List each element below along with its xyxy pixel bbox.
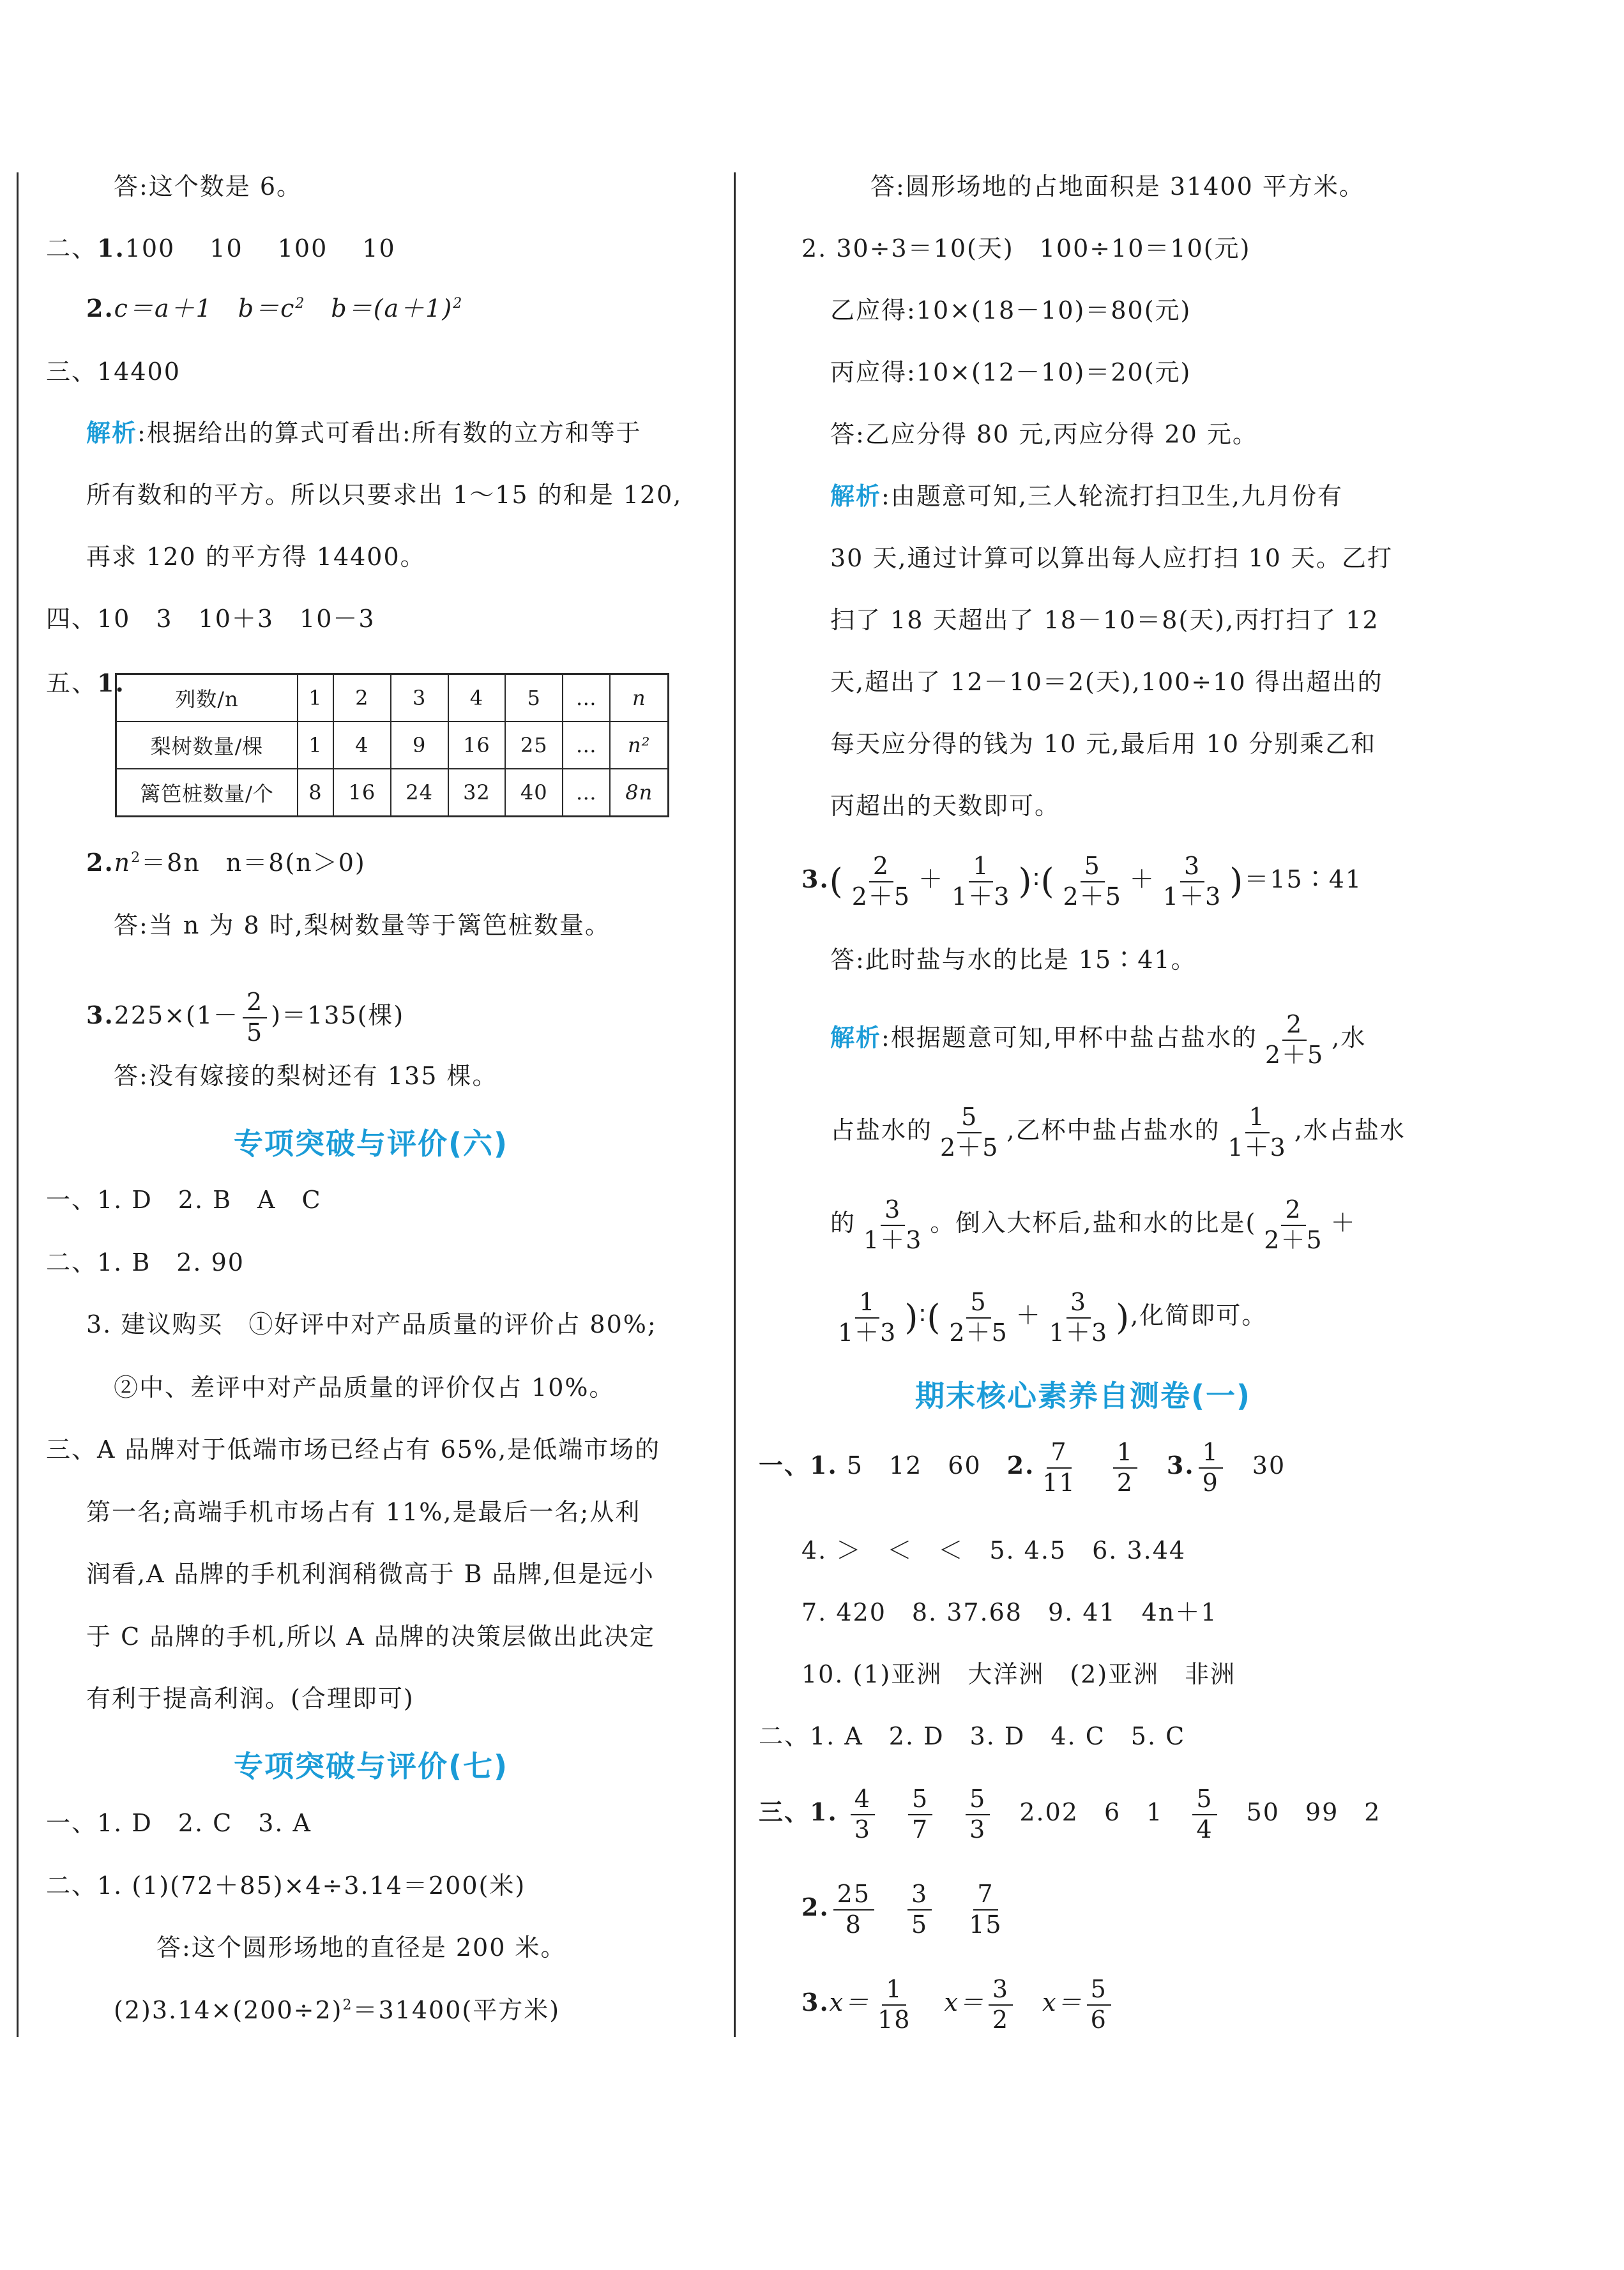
numerator: 2 (1282, 1012, 1307, 1041)
denominator: 1＋3 (952, 882, 1011, 911)
table-cell: 25 (505, 722, 563, 769)
analysis-line: 每天应分得的钱为 10 元,最后用 10 分别乘乙和 (830, 730, 1377, 758)
table-cell: 32 (448, 769, 506, 817)
analysis-text: ,水 (1332, 1024, 1367, 1052)
numerator: 5 (1087, 1977, 1111, 2006)
denominator: 3 (854, 1815, 871, 1843)
section-heading: 期末核心素养自测卷(一) (915, 1379, 1252, 1413)
item-number: 2. (86, 848, 114, 877)
answer-line (114, 1993, 560, 2027)
item-r3: 3.( $\frac{2}{2+5}$ ＋ $\frac{1}{1+3}$ )∶( $\frac{5}{2+5}$ ＋ $\frac{3}{1+3}$ )＝15∶41 (801, 851, 1363, 911)
numerator: 1 (969, 854, 993, 882)
numerator: 1 (1245, 1105, 1270, 1133)
answer-text: 2.02 6 1 (1019, 1798, 1164, 1826)
fraction (243, 987, 267, 1047)
numerator: 1 (1113, 1440, 1137, 1469)
answer-line: 答:此时盐与水的比是 15∶41。 (830, 946, 1197, 974)
table-cell: 24 (391, 769, 448, 817)
fraction (874, 1974, 914, 2034)
denominator: 2＋5 (949, 1318, 1008, 1347)
section-prefix: 二、 (46, 234, 98, 262)
denominator: 5 (247, 1018, 264, 1047)
analysis-line: 的 $\frac{3}{1+3}$ 。倒入大杯后,盐和水的比是( $\frac{2}{2+5}$ ＋ (830, 1195, 1356, 1254)
analysis-text: ,水占盐水 (1294, 1116, 1406, 1144)
answer-line (759, 1430, 1286, 1501)
fraction (1159, 851, 1226, 911)
analysis-line: 所有数和的平方。所以只要求出 1～15 的和是 120, (86, 481, 683, 509)
answer-line: 润看,A 品牌的手机利润稍微高于 B 品牌,但是远小 (86, 1560, 655, 1588)
analysis-line (830, 479, 1343, 513)
fraction (1260, 1197, 1326, 1253)
table-cell: 8n (610, 769, 668, 817)
numerator: 3 (881, 1197, 905, 1226)
fraction (1087, 1974, 1111, 2034)
answer-line (801, 1967, 1115, 2038)
denominator: 1＋3 (838, 1318, 897, 1347)
analysis-line: 天,超出了 12－10＝2(天),100÷10 得出超出的 (830, 668, 1383, 696)
analysis-line (86, 416, 642, 450)
answer-line (801, 231, 1250, 266)
section-heading: 专项突破与评价(七) (234, 1749, 509, 1783)
numerator: 2 (243, 990, 267, 1018)
item-number: 2. (86, 294, 114, 322)
item-number: 2. (1006, 1451, 1035, 1479)
analysis-line: 30 天,通过计算可以算出每人应打扫 10 天。乙打 (830, 544, 1393, 572)
denominator: 18 (877, 2005, 911, 2034)
table-cell: … (563, 722, 610, 769)
item-number: 3. (86, 1001, 114, 1029)
fraction (936, 1102, 1003, 1161)
answer-line: 一、1. D 2. C 3. A (46, 1809, 312, 1837)
answer-text: 2. 30÷3＝10(天) 100÷10＝10(元) (801, 234, 1251, 262)
answer-line: 10. (1)亚洲 大洋洲 (2)亚洲 非洲 (801, 1660, 1236, 1688)
item-number: 3. (801, 1988, 830, 2017)
answer-line (801, 1872, 1010, 1942)
item-number: 一、1. (759, 1451, 838, 1479)
table-cell: 5 (505, 674, 563, 722)
formula-part: 225×(1－ (114, 1001, 239, 1029)
numerator: 3 (989, 1977, 1013, 2006)
item-number: 1. (97, 234, 125, 262)
fraction (1199, 1437, 1223, 1497)
denominator: 2＋5 (1264, 1225, 1323, 1254)
answer-line: 答:这个数是 6。 (114, 172, 303, 201)
fraction (907, 1879, 932, 1939)
fraction (1113, 1437, 1137, 1497)
section-3: 三、14400 (46, 358, 181, 386)
table-cell: n (610, 674, 668, 722)
column-divider (734, 172, 736, 2037)
table-cell: 40 (505, 769, 563, 817)
table-cell: 9 (391, 722, 448, 769)
answer-text: 5 12 60 (846, 1451, 1007, 1479)
analysis-label: 解析 (830, 1024, 882, 1052)
fraction (989, 1974, 1013, 2034)
denominator: 2 (1116, 1468, 1134, 1497)
numerator: 5 (1081, 854, 1105, 882)
formula-part: ＝31400(平方米) (353, 1996, 561, 2024)
numerator: 25 (833, 1882, 874, 1911)
numerator: 3 (1066, 1290, 1091, 1319)
denominator: 11 (1042, 1468, 1076, 1497)
answer-line (759, 1777, 1381, 1847)
analysis-text: :根据题意可知,甲杯中盐占盐水的 (881, 1024, 1257, 1052)
exponent: 2 (453, 296, 464, 312)
answer-line: 答:没有嫁接的梨树还有 135 棵。 (114, 1062, 498, 1090)
section-prefix: 五、 (46, 669, 98, 697)
answer-line: 二、1. (1)(72＋85)×4÷3.14＝200(米) (46, 1872, 526, 1900)
denominator: 8 (845, 1910, 862, 1939)
left-margin-line (17, 172, 19, 2037)
denominator: 2 (992, 2005, 1010, 2034)
pattern-table (115, 673, 669, 817)
table-cell: 1 (298, 674, 333, 722)
answer-line: 7. 420 8. 37.68 9. 41 4n＋1 (801, 1598, 1218, 1626)
analysis-line: 丙超出的天数即可。 (830, 792, 1061, 820)
table-cell: 1 (298, 722, 333, 769)
answer-line: 答:当 n 为 8 时,梨树数量等于篱笆桩数量。 (114, 911, 611, 939)
table-cell: 列数/n (116, 674, 298, 722)
formula-part: n (114, 849, 132, 877)
table-cell: … (563, 674, 610, 722)
answer-line: 一、1. D 2. B A C (46, 1186, 322, 1214)
numerator: 3 (907, 1882, 932, 1911)
denominator: 15 (969, 1910, 1003, 1939)
numerator: 7 (1047, 1440, 1071, 1469)
analysis-text: 占盐水的 (830, 1116, 933, 1144)
formula-part: ＝15∶41 (1244, 865, 1363, 893)
answer-line: 乙应得:10×(18－10)＝80(元) (830, 296, 1192, 324)
analysis-text: :由题意可知,三人轮流打扫卫生,九月份有 (881, 482, 1343, 510)
analysis-text: ,化简即可。 (1130, 1301, 1268, 1329)
denominator: 7 (911, 1815, 929, 1843)
formula-part: x＝ (944, 1988, 985, 2017)
exponent: 2 (342, 1997, 353, 2013)
fraction (833, 1879, 874, 1939)
item-2-2 (86, 291, 463, 326)
numerator: 1 (855, 1290, 879, 1319)
table-row (116, 769, 669, 817)
formula-part: (2)3.14×(200÷2) (114, 1996, 343, 2024)
table-cell: 8 (298, 769, 333, 817)
formula-part: x＝ (829, 1988, 870, 2017)
analysis-line (830, 1003, 1366, 1073)
analysis-text: 的 (830, 1209, 856, 1237)
numerator: 5 (966, 1787, 990, 1815)
denominator: 3 (969, 1815, 987, 1843)
table-cell: 16 (333, 769, 391, 817)
item-text: 100 10 100 10 (125, 234, 396, 262)
answer-line: 有利于提高利润。(合理即可) (86, 1684, 414, 1713)
numerator: 1 (882, 1977, 906, 2006)
answer-line: ②中、差评中对产品质量的评价仅占 10%。 (114, 1373, 615, 1402)
numerator: 4 (851, 1787, 875, 1815)
answer-text: 50 99 2 (1246, 1798, 1381, 1826)
numerator: 1 (1199, 1440, 1223, 1469)
fraction (908, 1784, 932, 1843)
denominator: 9 (1202, 1468, 1219, 1497)
analysis-text: 。倒入大杯后,盐和水的比是( (930, 1209, 1257, 1237)
analysis-line: $\frac{1}{1+3}$ )∶( $\frac{5}{2+5}$ ＋ $\frac{3}{1+3}$ ),化简即可。 (830, 1280, 1267, 1353)
fraction (1224, 1102, 1290, 1161)
analysis-line (830, 1095, 1406, 1165)
analysis-text: :根据给出的算式可看出:所有数的立方和等于 (137, 419, 642, 447)
analysis-text: ,乙杯中盐占盐水的 (1006, 1116, 1220, 1144)
numerator: 5 (957, 1105, 982, 1133)
fraction (1192, 1784, 1217, 1843)
analysis-label: 解析 (86, 419, 138, 447)
numerator: 5 (966, 1290, 990, 1319)
answer-line: 三、A 品牌对于低端市场已经占有 65%,是低端市场的 (46, 1435, 661, 1464)
numerator: 2 (869, 854, 893, 882)
numerator: 2 (1281, 1197, 1305, 1226)
answer-line: 二、1. A 2. D 3. D 4. C 5. C (759, 1722, 1186, 1750)
fraction (1059, 851, 1126, 911)
table-cell: … (563, 769, 610, 817)
formula-part: c＝a＋1 b＝c (114, 294, 296, 322)
table-cell: 16 (448, 722, 506, 769)
denominator: 1＋3 (863, 1225, 923, 1254)
item-5-3 (86, 980, 404, 1050)
denominator: 4 (1196, 1815, 1213, 1843)
denominator: 1＋3 (1227, 1133, 1287, 1161)
fraction (966, 1784, 990, 1843)
formula-part: b＝(a＋1) (305, 294, 453, 322)
section-heading: 专项突破与评价(六) (234, 1126, 509, 1161)
table-cell: 篱笆桩数量/个 (116, 769, 298, 817)
numerator: 5 (1192, 1787, 1217, 1815)
item-number: 3. (801, 865, 830, 893)
denominator: 2＋5 (940, 1133, 999, 1161)
table-row (116, 674, 669, 722)
exponent: 2 (295, 296, 306, 312)
fraction (1038, 1437, 1079, 1497)
numerator: 5 (908, 1787, 932, 1815)
fraction (848, 851, 914, 911)
analysis-label: 解析 (830, 482, 882, 510)
answer-line: 答:圆形场地的占地面积是 31400 平方米。 (870, 172, 1365, 201)
denominator: 2＋5 (1063, 882, 1122, 911)
fraction (948, 851, 1014, 911)
table-cell: 梨树数量/棵 (116, 722, 298, 769)
fraction (851, 1784, 875, 1843)
answer-line: 4. ＞ ＜ ＜ 5. 4.5 6. 3.44 (801, 1536, 1187, 1564)
denominator: 2＋5 (1264, 1040, 1324, 1069)
item-number: 三、1. (759, 1797, 838, 1826)
section-5 (46, 666, 125, 700)
answer-line: 于 C 品牌的手机,所以 A 品牌的决策层做出此决定 (86, 1623, 655, 1651)
fraction (860, 1197, 926, 1253)
denominator: 2＋5 (851, 882, 911, 911)
analysis-line: 扫了 18 天超出了 18－10＝8(天),丙打扫了 12 (830, 606, 1379, 634)
answer-text: 30 (1252, 1451, 1286, 1479)
formula-part: x＝ (1042, 1988, 1083, 2017)
table-cell: 4 (333, 722, 391, 769)
item-number: 1. (97, 669, 125, 697)
denominator: 1＋3 (1162, 882, 1222, 911)
formula-part: ＝8n n＝8(n＞0) (141, 849, 366, 877)
table-cell: 2 (333, 674, 391, 722)
fraction (945, 1287, 1012, 1347)
fraction (1261, 1012, 1328, 1068)
fraction (834, 1287, 900, 1347)
answer-line: 答:这个圆形场地的直径是 200 米。 (156, 1933, 566, 1962)
answer-line: 3. 建议购买 ①好评中对产品质量的评价占 80%; (86, 1310, 657, 1338)
denominator: 5 (911, 1910, 929, 1939)
numerator: 7 (973, 1882, 998, 1911)
item-5-2 (86, 845, 366, 880)
formula-part: )＝135(棵) (271, 1001, 405, 1029)
table-row (116, 722, 669, 769)
denominator: 6 (1090, 2005, 1107, 2034)
denominator: 1＋3 (1049, 1318, 1109, 1347)
exponent: 2 (131, 850, 142, 866)
numerator: 3 (1180, 854, 1204, 882)
answer-line: 第一名;高端手机市场占有 11%,是最后一名;从利 (86, 1498, 641, 1526)
analysis-line: 再求 120 的平方得 14400。 (86, 543, 426, 571)
item-number: 3. (1166, 1451, 1195, 1479)
fraction (965, 1879, 1006, 1939)
fraction (1045, 1287, 1112, 1347)
section-2 (46, 231, 396, 266)
answer-line: 丙应得:10×(12－10)＝20(元) (830, 358, 1192, 386)
table-cell: 4 (448, 674, 506, 722)
section-4: 四、10 3 10＋3 10－3 (46, 605, 376, 633)
answer-line: 答:乙应分得 80 元,丙应分得 20 元。 (830, 420, 1258, 448)
table-cell: n² (610, 722, 668, 769)
table-cell: 3 (391, 674, 448, 722)
answer-line: 二、1. B 2. 90 (46, 1248, 245, 1276)
item-number: 2. (801, 1893, 830, 1921)
